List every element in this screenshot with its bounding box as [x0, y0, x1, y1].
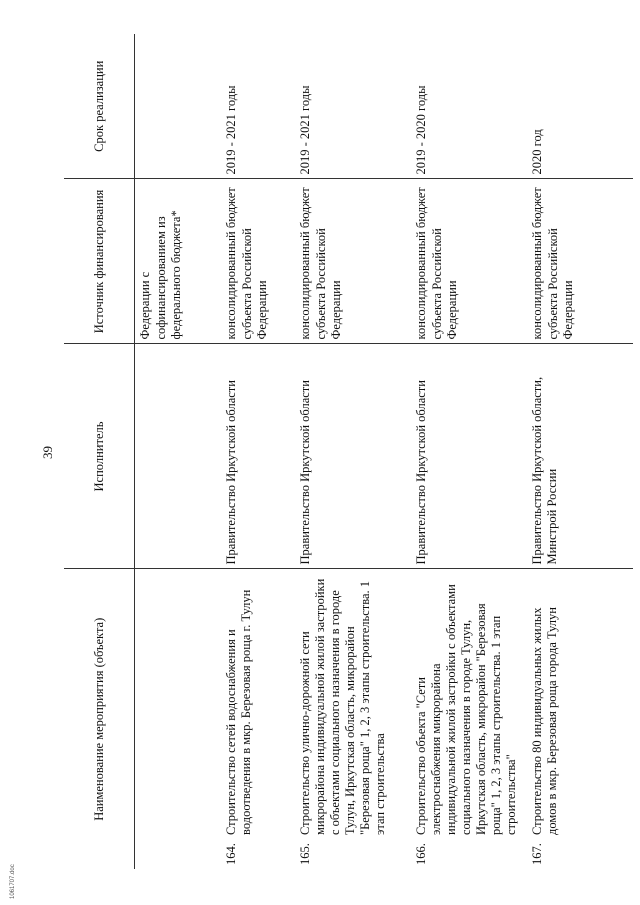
table-header-row: [64, 34, 135, 869]
row-term: 2019 - 2020 годы: [411, 34, 527, 179]
row-name: Строительство 80 индивидуальных жилых домов в мкр. Березовая роща города Тулун: [530, 607, 559, 835]
row-number: 165.: [298, 843, 312, 865]
table-row: [221, 34, 295, 869]
row-name: Строительство объекта "Сети электроснабжения микрорайона индивидуальной жилой застройки с объектами социального назначения в городе Тулун, Иркутская область, микрорайон "Березовая роща" 1, 2, 3 этапы строительства. 1 этап строительства": [414, 584, 518, 835]
row-name: Строительство сетей водоснабжения и водоотведения в мкр. Березовая роща г. Тулун: [224, 589, 253, 835]
carryover-source: Федерации с софинансированием из федерального бюджета*: [135, 179, 222, 344]
row-name-cell: [295, 569, 411, 869]
measures-table: [64, 34, 633, 869]
carryover-name: [135, 569, 222, 869]
carryover-executor: [135, 344, 222, 569]
header-source: Источник финансирования: [64, 179, 135, 344]
header-executor: Исполнитель: [64, 344, 135, 569]
row-source: консолидированный бюджет субъекта Российской Федерации: [221, 179, 295, 344]
row-number: 164.: [224, 843, 238, 865]
row-term: 2020 год: [527, 34, 633, 179]
row-name-cell: [221, 569, 295, 869]
header-term: Срок реализации: [64, 34, 135, 179]
row-term: 2019 - 2021 годы: [221, 34, 295, 179]
row-executor: Правительство Иркутской области: [411, 344, 527, 569]
row-name: Строительство улично-дорожной сети микрорайона индивидуальной жилой застройки с объектами социального назначения в городе Тулун, Иркутская область, микрорайон "Березовая роща" 1, 2, 3 этапы строительства. 1 этап строительства: [298, 578, 387, 835]
row-name-cell: [411, 569, 527, 869]
table-row: [295, 34, 411, 869]
table-row: [411, 34, 527, 869]
row-executor: Правительство Иркутской области: [295, 344, 411, 569]
row-source: консолидированный бюджет субъекта Российской Федерации: [411, 179, 527, 344]
row-number: 166.: [414, 843, 428, 865]
table-row: [527, 34, 633, 869]
row-term: 2019 - 2021 годы: [295, 34, 411, 179]
document-id: 1061707.doc: [10, 864, 16, 899]
row-number: 167.: [530, 843, 544, 865]
row-executor: Правительство Иркутской области: [221, 344, 295, 569]
row-name-cell: [527, 569, 633, 869]
header-name: Наименование мероприятия (объекта): [64, 569, 135, 869]
row-source: консолидированный бюджет субъекта Российской Федерации: [295, 179, 411, 344]
table-row-carryover: [135, 34, 222, 869]
row-source: консолидированный бюджет субъекта Российской Федерации: [527, 179, 633, 344]
carryover-term: [135, 34, 222, 179]
page-number: 39: [40, 446, 55, 459]
row-executor: Правительство Иркутской области, Минстрой России: [527, 344, 633, 569]
